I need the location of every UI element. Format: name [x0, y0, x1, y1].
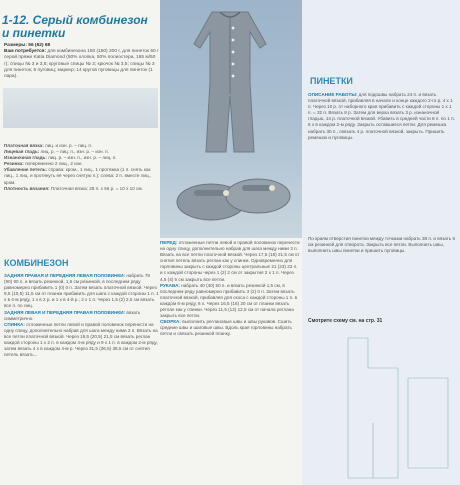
- knitted-overall-image: [190, 4, 270, 154]
- pered-title: ПЕРЕД:: [160, 240, 178, 245]
- pattern-4-text: попеременно 2 лиц., 2 изн.: [25, 161, 83, 167]
- booties-instructions: [308, 92, 456, 222]
- booties-finishing: [308, 236, 456, 314]
- section-heading-booties: ПИНЕТКИ: [310, 76, 353, 86]
- pattern-3-title: Изнаночная гладь:: [4, 155, 47, 161]
- page-header: [0, 14, 165, 40]
- pered-text: отложенные петли левой и правой половинок перенести на одну спицу, дополнительно набрав для шага между ними 3 п. Вязать на все петли платочной вязкой. Через 17,5 (18) 21,5 см от снятия петель вязать реглан как у спинки. Одновременно для горловины закрыть с каждой стороны центральные 21 (23) 23 п. и с каждой стороны через 1 (2) 2 см от закрытия 2 х 1 п. Через 4,5 (4) 5 см закрыть все петли.: [160, 240, 300, 282]
- product-photo: [160, 0, 302, 238]
- pattern-2-title: Лицевая гладь:: [4, 149, 40, 155]
- spinka-text: отложенные петли левой и правой половинок перенести на одну спицу, дополнительно набрав для шага между ними 3 п. Вязать на все петли платочной вязкой. Через 19,5 (20,5) 21,5 см вязать реглан каждой стороны 1 х 2 п. в каждом 4-м ряду и 9 х 1 п. в каждом 2-м ряду, затем вязать 4 х в каждом 4-м р. Через 31,5 (36,5) 38,5 см от снятия петель вязать...: [4, 321, 158, 358]
- chart-caption: Смотрите схему см. на стр. 31: [308, 318, 383, 324]
- yarn-label: Вам потребуется:: [4, 49, 47, 55]
- sborka-text: выполнить реглановые швы и швы рукавов. Сшить средние швы и шаговые швы. Вдоль края горловины набрать петли и связать резинкой планку.: [160, 319, 292, 337]
- gauge-text: Платочная вязка: 28 п. х 56 р. = 10 х 10 см.: [50, 185, 143, 191]
- front-title: ЗАДНЯЯ ЛЕВАЯ И ПЕРЕДНЯЯ ПРАВАЯ ПОЛОВИНКИ:: [4, 309, 126, 315]
- materials-block: [4, 43, 159, 87]
- front-text: вязать симметрично.: [4, 309, 141, 321]
- pattern-5-text: справа: кром., 1 лиц., 1 протяжка (1 п. снять как лиц., 1 лиц. и протянуть её через снятую п.); слева: 2 п. вместе лиц., кром.: [4, 167, 152, 185]
- pattern-5-title: Убавление петель:: [4, 167, 48, 173]
- patterns-block: [4, 143, 159, 248]
- booties-work-text: для подошвы набрать 24 п. и вязать платочной вязкой, прибавляя в начале и конце каждого 2-го р. 4 х 1 п. Через 10 р. от наборного края прибавить с каждой стороны 1 х 1 п. = 32 п. Вязать 8 р. Затем для верха вязать 3 р. изнаночной гладью, 14 р. платочной вязкой. Убавить в средней части 8 п. по 1 п. 6 х в каждом 2-м ряду. Закрыть оставшиеся петли. Для ремешка набрать 30 п., связать 4 р. платочной вязкой, закрыть. Пришить ремешок и пуговицы.: [308, 92, 455, 140]
- pattern-3-text: лиц. р. – изн. п., изн. р. – лиц. п.: [48, 155, 117, 161]
- title-line-2: и пинетки: [2, 26, 66, 40]
- back-text: набрать 78 (90) 90 п. и вязать резинкой, 1,5 см резинкой, в последнем ряду равномерно прибавить 1 (0) 0 п. Затем вязать платочной вязкой. Через 9,5 (10,5) 11,5 см от планки прибавить для шага с каждой стороны 1 п. 1 х в 4-м ряду, 1 х в 2 р. и 1 х в 4-й р.; 2 х 1 п. Через 1,5 (2) 2,5 см вязать все п. по лиц.: [4, 273, 159, 309]
- pattern-2-text: лиц. р. – лиц. п., изн. р. – изн. п.: [40, 149, 109, 155]
- pattern-4-title: Резинка:: [4, 161, 24, 167]
- yarn-text: для комбинезона 150 (150) 200 г, для пинеток 50 г серой пряжи Katia Diamond (50% хлопка, 50% полиэстера, 165 м/50 г); спицы № 3 и 3,5; круговые спицы № 3; крючок № 3,5; спицы № 3 для пинеток; 6 пуговиц; маркер; 14 кругов пуговицы для пинеток (1 пара).: [4, 49, 159, 80]
- section-heading-overall: КОМБИНЕЗОН: [4, 258, 69, 268]
- overall-instructions: [4, 273, 159, 485]
- schematic-lines: [348, 338, 448, 478]
- title-line-1: 1-12. Серый комбинезон: [2, 13, 148, 27]
- sizes-label: Размеры: 56 (62) 68: [4, 43, 51, 48]
- booties-image: [166, 158, 296, 228]
- booties-work-title: ОПИСАНИЕ РАБОТЫ:: [308, 92, 358, 97]
- pattern-schematic: [308, 328, 456, 484]
- rukav-title: РУКАВА:: [160, 282, 180, 288]
- rukav-text: набрать 40 (40) 50 п. и вязать резинкой 1,5 см, в последнем ряду равномерно прибавить 3 (2) 0 п. Затем вязать платочной вязкой, прибавляя для скоса с каждой стороны 1 п. в каждом 6-м ряду, 6 х. Через 16,5 (18) 20 см от планки вязать реглан как у спинки. Через 11,5 (12) 12,5 см от начала реглана закрыть все петли.: [160, 282, 298, 319]
- gauge-title: Плотность вязания:: [4, 185, 50, 191]
- sborka-title: СБОРКА:: [160, 319, 181, 325]
- spinka-title: СПИНКА:: [4, 321, 25, 327]
- pattern-1-title: Платочная вязка:: [4, 143, 44, 148]
- pattern-swatch-box: [3, 88, 158, 128]
- booties-final-text: По краям отверстия пинетки между точками набрать 38 п. и вязать 6 см резинкой для отворота. Закрыть все петли. Выполнить швы, выполнить швы пинетки и пришить пуговицы.: [308, 236, 456, 254]
- back-title: ЗАДНЯЯ ПРАВАЯ И ПЕРЕДНЯЯ ЛЕВАЯ ПОЛОВИНКИ:: [4, 273, 126, 278]
- middle-instructions: [160, 240, 300, 485]
- pattern-1-text: лиц. и изн. р. – лиц. п.: [45, 143, 93, 148]
